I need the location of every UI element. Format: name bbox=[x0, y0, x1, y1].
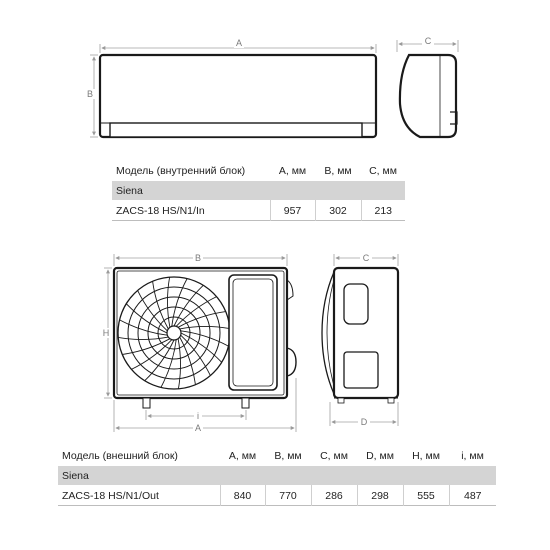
outdoor-value-a: 840 bbox=[220, 486, 265, 506]
outdoor-value-i: 487 bbox=[449, 486, 496, 506]
outdoor-value-d: 298 bbox=[357, 486, 403, 506]
outdoor-value-h: 555 bbox=[403, 486, 449, 506]
outdoor-header-b: B, мм bbox=[265, 446, 311, 466]
outdoor-specs-table bbox=[58, 446, 496, 506]
indoor-dim-b-label: B bbox=[86, 89, 94, 99]
indoor-table-header-row bbox=[112, 161, 405, 181]
indoor-header-c: C, мм bbox=[361, 161, 405, 181]
indoor-specs-table bbox=[112, 161, 405, 221]
outdoor-header-c: C, мм bbox=[311, 446, 357, 466]
indoor-header-b: B, мм bbox=[315, 161, 361, 181]
outdoor-dim-b-label: B bbox=[194, 253, 202, 263]
outdoor-model-row bbox=[58, 486, 496, 506]
outdoor-value-b: 770 bbox=[265, 486, 311, 506]
indoor-value-b: 302 bbox=[315, 201, 361, 221]
indoor-dim-a-label: A bbox=[235, 38, 243, 48]
indoor-unit-front bbox=[100, 55, 376, 137]
outdoor-dim-h-label: H bbox=[102, 328, 110, 338]
outdoor-dim-i-label: i bbox=[197, 411, 199, 421]
indoor-dim-c-label: C bbox=[424, 36, 432, 46]
outdoor-dim-d-label: D bbox=[360, 417, 368, 427]
outdoor-unit-front bbox=[114, 268, 296, 408]
indoor-unit-side bbox=[400, 55, 457, 137]
indoor-series-label: Siena bbox=[112, 181, 405, 201]
outdoor-series-row bbox=[58, 466, 496, 486]
outdoor-header-i: i, мм bbox=[449, 446, 496, 466]
indoor-model-row bbox=[112, 201, 405, 221]
outdoor-dim-a-label: A bbox=[194, 423, 202, 433]
outdoor-series-label: Siena bbox=[58, 466, 496, 486]
indoor-header-a: A, мм bbox=[270, 161, 315, 181]
outdoor-header-model: Модель (внешний блок) bbox=[58, 446, 220, 466]
indoor-value-a: 957 bbox=[270, 201, 315, 221]
indoor-header-model: Модель (внутренний блок) bbox=[112, 161, 270, 181]
outdoor-value-c: 286 bbox=[311, 486, 357, 506]
outdoor-header-h: H, мм bbox=[403, 446, 449, 466]
indoor-model-name: ZACS-18 HS/N1/In bbox=[112, 201, 270, 221]
indoor-value-c: 213 bbox=[361, 201, 405, 221]
outdoor-table-header-row bbox=[58, 446, 496, 466]
outdoor-header-d: D, мм bbox=[357, 446, 403, 466]
outdoor-header-a: A, мм bbox=[220, 446, 265, 466]
indoor-series-row bbox=[112, 181, 405, 201]
outdoor-unit-side bbox=[322, 268, 398, 403]
outdoor-model-name: ZACS-18 HS/N1/Out bbox=[58, 486, 220, 506]
outdoor-dim-c-label: C bbox=[362, 253, 370, 263]
